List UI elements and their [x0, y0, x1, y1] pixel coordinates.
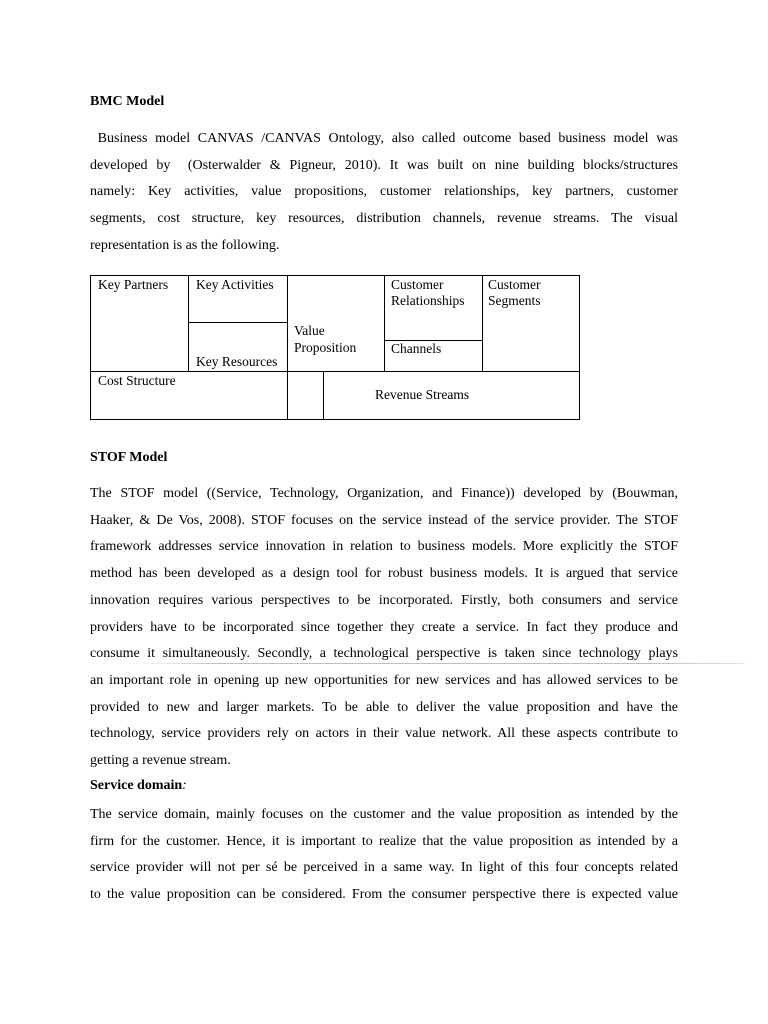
bmc-heading: BMC Model [90, 94, 165, 109]
channels-label: Channels [391, 341, 442, 356]
revenue-streams-cell [323, 371, 580, 420]
key-activities-label: Key Activities [196, 277, 274, 292]
text-line: innovation requires various perspectives to be incorporated. Firstly, both consumers and service [90, 592, 678, 608]
service-domain-paragraph [90, 802, 678, 909]
key-partners-cell [90, 275, 189, 372]
customer-segments-cell [482, 275, 580, 372]
text-line: provided to new and larger markets. To be able to deliver the value proposition and have the [90, 699, 678, 715]
customer-segments-label-line2: Segments [488, 293, 541, 308]
bmc-paragraph [90, 126, 678, 260]
customer-relationships-label-line2: Relationships [391, 293, 465, 308]
text-line: framework addresses service innovation in relation to business models. More explicitly the STOF [90, 539, 678, 555]
customer-segments-label-line1: Customer [488, 277, 541, 292]
stof-paragraph [90, 481, 678, 775]
value-proposition-cell [287, 275, 385, 372]
text-line: developed by (Osterwalder & Pigneur, 2010). It was built on nine building blocks/structures [90, 157, 678, 173]
service-domain-heading-colon: : [182, 778, 187, 793]
key-activities-cell [188, 275, 288, 323]
text-line: The STOF model ((Service, Technology, Organization, and Finance)) developed by (Bouwman, [90, 486, 678, 501]
text-line: segments, cost structure, key resources, distribution channels, revenue streams. The visual [90, 211, 678, 227]
text-line: method has been developed as a design tool for robust business models. It is argued that service [90, 566, 678, 582]
spacer-cell [287, 371, 324, 420]
key-partners-label: Key Partners [98, 277, 169, 292]
service-domain-heading [90, 778, 187, 794]
key-resources-cell [188, 322, 288, 372]
text-line: providers have to be incorporated since together they create a service. In fact they produce and [90, 619, 678, 635]
text-line: Haaker, & De Vos, 2008). STOF focuses on the service instead of the service provider. The STOF [90, 512, 678, 528]
text-line: getting a revenue stream. [90, 753, 231, 769]
text-line: to the value proposition can be considered. From the consumer perspective there is expected value [90, 887, 678, 903]
cost-structure-cell [90, 371, 288, 420]
value-proposition-label-line2: Proposition [294, 340, 357, 355]
stof-heading: STOF Model [90, 450, 168, 465]
value-proposition-label-line1: Value [294, 323, 325, 338]
key-resources-label: Key Resources [196, 354, 278, 369]
text-line: namely: Key activities, value propositions, customer relationships, key partners, customer [90, 184, 678, 200]
service-domain-heading-text: Service domain [90, 778, 183, 793]
text-line: Business model CANVAS /CANVAS Ontology, also called outcome based business model was [90, 131, 678, 146]
cost-structure-label: Cost Structure [98, 373, 176, 388]
decorative-rule [130, 663, 745, 664]
revenue-streams-label: Revenue Streams [375, 387, 470, 402]
customer-relationships-label-line1: Customer [391, 277, 444, 292]
channels-cell [384, 340, 483, 372]
customer-relationships-cell [384, 275, 483, 341]
bmc-canvas-table [90, 275, 580, 420]
text-line: firm for the customer. Hence, it is important to realize that the value proposition as intended by a [90, 833, 678, 849]
text-line: representation is as the following. [90, 237, 280, 253]
text-line: The service domain, mainly focuses on the customer and the value proposition as intended by the [90, 807, 678, 822]
text-line: consume it simultaneously. Secondly, a technological perspective is taken since technology plays [90, 646, 678, 662]
text-line: an important role in opening up new opportunities for new services and has allowed services to be [90, 672, 678, 688]
text-line: service provider will not per sé be perceived in a same way. In light of this four concepts related [90, 860, 678, 876]
text-line: technology, service providers rely on actors in their value network. All these aspects contribute to [90, 726, 678, 742]
